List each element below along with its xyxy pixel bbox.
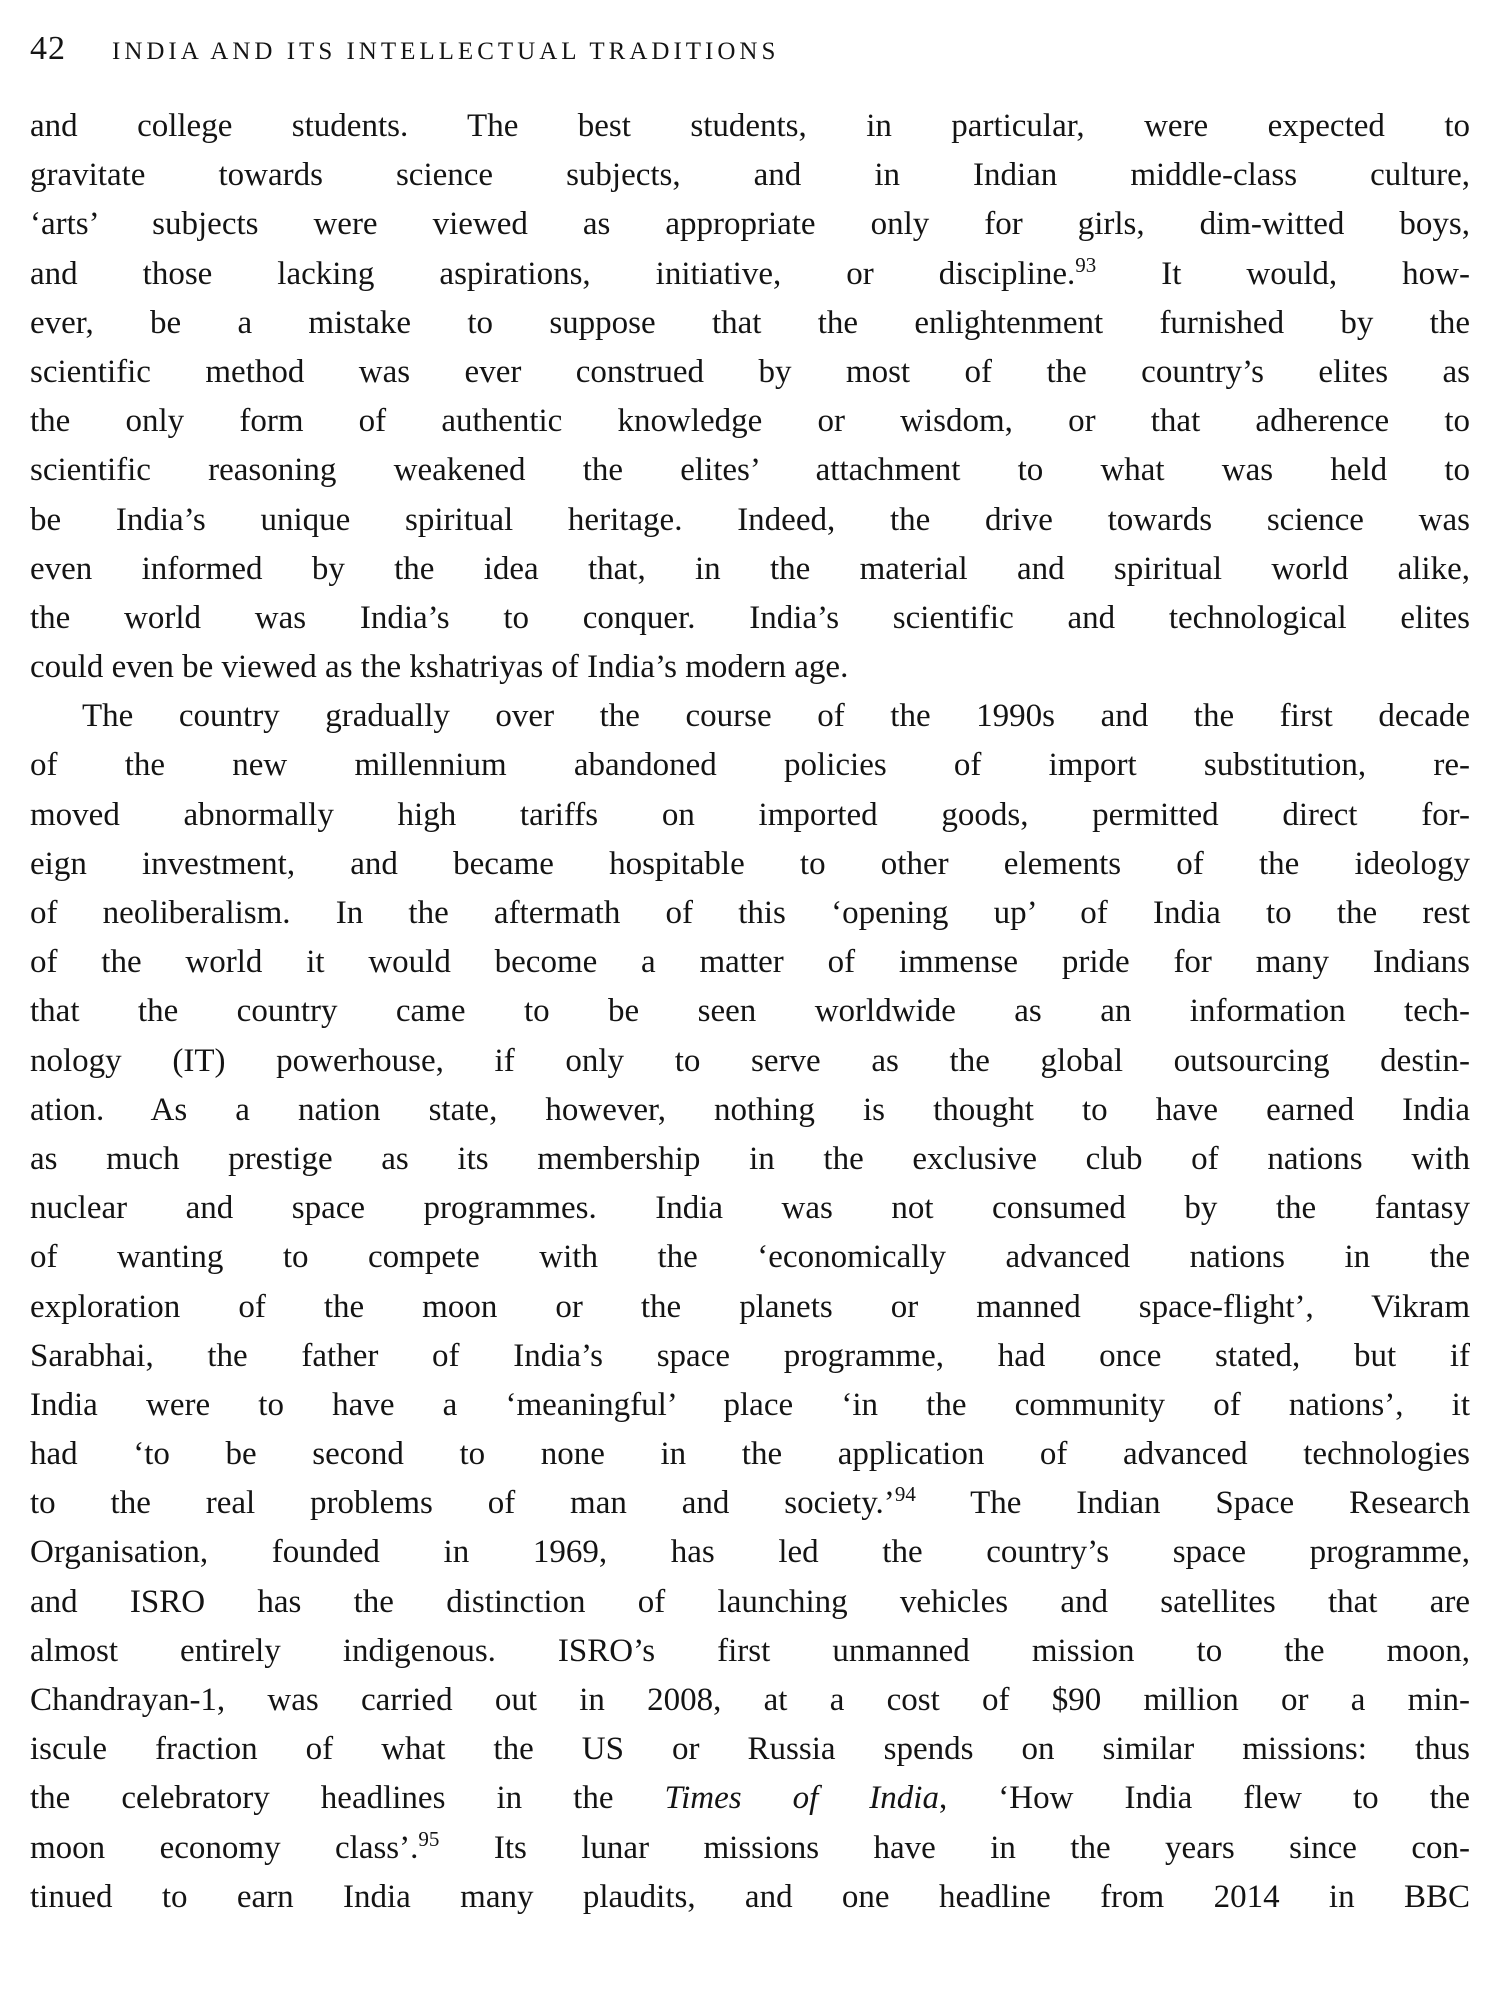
running-header xyxy=(30,30,1470,74)
text-line: of neoliberalism. In the aftermath of this ‘opening up’ of India to the rest xyxy=(30,895,1470,931)
text-line: that the country came to be seen worldwide as an information tech- xyxy=(30,993,1470,1030)
text-line: exploration of the moon or the planets or manned space-flight’, Vikram xyxy=(30,1288,1470,1325)
text-line: The country gradually over the course of the 1990s and the first decade xyxy=(82,698,1470,735)
newspaper-title: Times of India xyxy=(664,1780,939,1817)
body-text xyxy=(30,102,1470,1922)
text-line: ‘arts’ subjects were viewed as appropriate only for girls, dim-witted boys, xyxy=(30,206,1470,243)
text-line: moon economy class’.$^{95}$ Its lunar missions have in the years since con- xyxy=(30,1826,1470,1866)
text-line: the world was India’s to conquer. India’s scientific and technological elites xyxy=(30,599,1470,636)
footnote-ref: 95 xyxy=(418,1826,440,1851)
text-line: moved abnormally high tariffs on imported goods, permitted direct for- xyxy=(30,796,1470,833)
text-line: Sarabhai, the father of India’s space programme, had once stated, but if xyxy=(30,1337,1470,1374)
text-line: Organisation, founded in 1969, has led the country’s space programme, xyxy=(30,1534,1470,1571)
text-line: nuclear and space programmes. India was not consumed by the fantasy xyxy=(30,1190,1470,1227)
text-line: to the real problems of man and society.’$^{94}$ The Indian Space Research xyxy=(30,1482,1470,1522)
text-line: India were to have a ‘meaningful’ place ‘in the community of nations’, it xyxy=(30,1386,1470,1423)
text-line: and those lacking aspirations, initiative, or discipline.$^{93}$ It would, how- xyxy=(30,252,1470,292)
text-line: be India’s unique spiritual heritage. Indeed, the drive towards science was xyxy=(30,501,1470,538)
text-line: even informed by the idea that, in the material and spiritual world alike, xyxy=(30,550,1470,587)
text-line: tinued to earn India many plaudits, and one headline from 2014 in BBC xyxy=(30,1878,1470,1915)
text-line: gravitate towards science subjects, and in Indian middle-class culture, xyxy=(30,157,1470,194)
book-page xyxy=(30,30,1470,1922)
text-line: could even be viewed as the kshatriyas of India’s modern age. xyxy=(30,649,849,686)
footnote-ref: 94 xyxy=(894,1482,916,1507)
text-line: ation. As a nation state, however, nothing is thought to have earned India xyxy=(30,1091,1470,1128)
text-line: had ‘to be second to none in the application of advanced technologies xyxy=(30,1436,1470,1473)
footnote-ref: 93 xyxy=(1075,252,1097,277)
text-line: scientific method was ever construed by most of the country’s elites as xyxy=(30,353,1470,390)
text-line: and ISRO has the distinction of launching vehicles and satellites that are xyxy=(30,1583,1470,1620)
text-line: ever, be a mistake to suppose that the enlightenment furnished by the xyxy=(30,304,1470,341)
text-line: the only form of authentic knowledge or wisdom, or that adherence to xyxy=(30,403,1470,440)
text-line: nology (IT) powerhouse, if only to serve as the global outsourcing destin- xyxy=(30,1042,1470,1079)
text-line: the celebratory headlines in the Times of India, ‘How India flew to the xyxy=(30,1780,1470,1817)
text-line: Chandrayan-1, was carried out in 2008, at a cost of $90 million or a min- xyxy=(30,1682,1470,1718)
text-line: and college students. The best students, in particular, were expected to xyxy=(30,108,1470,144)
page-number: 42 xyxy=(30,30,66,67)
text-line: of the new millennium abandoned policies of import substitution, re- xyxy=(30,747,1470,784)
text-line: as much prestige as its membership in the exclusive club of nations with xyxy=(30,1140,1470,1177)
text-line: scientific reasoning weakened the elites’ attachment to what was held to xyxy=(30,452,1470,489)
text-line: iscule fraction of what the US or Russia spends on similar missions: thus xyxy=(30,1731,1470,1768)
text-line: of wanting to compete with the ‘economically advanced nations in the xyxy=(30,1239,1470,1276)
text-line: of the world it would become a matter of immense pride for many Indians xyxy=(30,944,1470,981)
text-line: eign investment, and became hospitable to other elements of the ideology xyxy=(30,845,1470,882)
running-title: INDIA AND ITS INTELLECTUAL TRADITIONS xyxy=(112,38,780,65)
text-line: almost entirely indigenous. ISRO’s first unmanned mission to the moon, xyxy=(30,1632,1470,1669)
